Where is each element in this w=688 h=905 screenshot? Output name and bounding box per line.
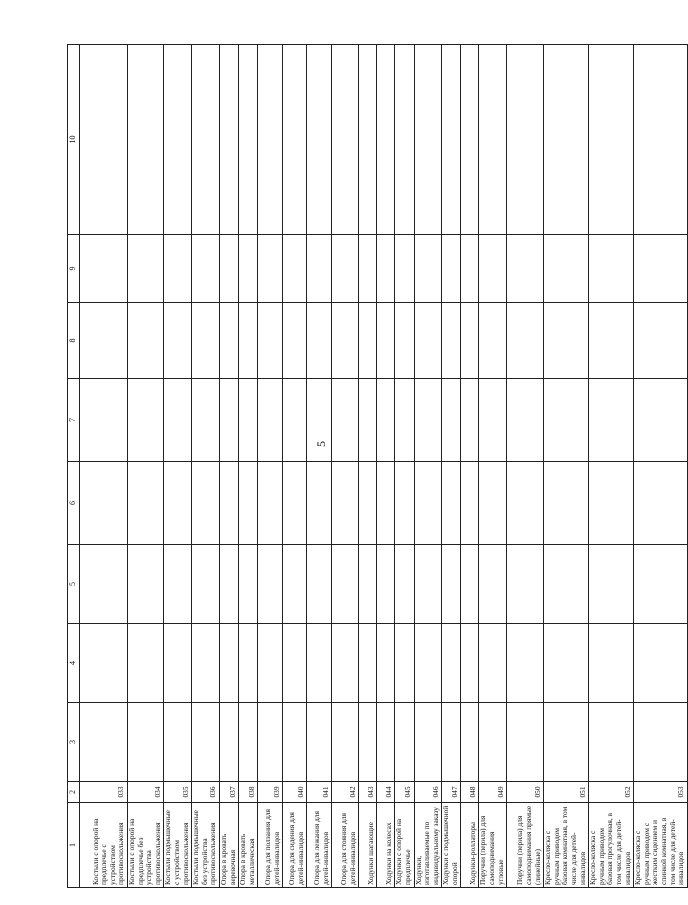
column-header-7: 7: [68, 379, 80, 462]
data-cell: [164, 545, 192, 624]
row-name: Опора для стояния для детей-инвалидов: [332, 803, 359, 888]
data-cell: [332, 545, 359, 624]
row-code: 050: [507, 782, 544, 803]
data-cell: [507, 379, 544, 462]
data-cell: [307, 624, 332, 703]
data-cell: [307, 703, 332, 782]
data-cell: [219, 379, 238, 462]
table-row: [307, 45, 332, 888]
column-header-8: 8: [68, 303, 80, 379]
data-cell: [442, 235, 461, 303]
column-header-10: 10: [68, 45, 80, 235]
row-name: Ходунки, изготавливаемые по индивидуальному заказу: [414, 803, 442, 888]
data-cell: [589, 303, 634, 379]
data-cell: [164, 303, 192, 379]
data-cell: [414, 545, 442, 624]
header-row: [68, 45, 80, 888]
data-cell: [80, 545, 128, 624]
column-header-5: 5: [68, 545, 80, 624]
row-code: 038: [239, 782, 258, 803]
data-cell: [283, 624, 307, 703]
row-name: Опора для сидения для детей-инвалидов: [283, 803, 307, 888]
data-cell: [239, 703, 258, 782]
data-cell: [359, 45, 377, 235]
table-row: [128, 45, 164, 888]
data-cell: [507, 624, 544, 703]
column-header-1: 1: [68, 803, 80, 888]
data-cell: [414, 45, 442, 235]
row-name: Ходунки шагающие: [359, 803, 377, 888]
data-cell: [239, 235, 258, 303]
data-cell: [258, 703, 283, 782]
data-cell: [164, 703, 192, 782]
row-name: Костыли с опорой на предплечье с устройством противоскольжения: [80, 803, 128, 888]
data-cell: [414, 235, 442, 303]
data-cell: [479, 462, 507, 545]
data-cell: [258, 462, 283, 545]
row-name: Ходунки с опорой на предплечье: [395, 803, 414, 888]
data-cell: [479, 545, 507, 624]
data-cell: [634, 624, 688, 703]
table-row: [332, 45, 359, 888]
data-cell: [589, 624, 634, 703]
data-cell: [239, 624, 258, 703]
data-cell: [634, 45, 688, 235]
data-cell: [192, 624, 220, 703]
data-cell: [377, 235, 395, 303]
report-table: [67, 44, 688, 888]
row-name: Поручни (перила) для самоподнимания угловые: [479, 803, 507, 888]
row-name: Костыли с опорой на предплечье без устройства противоскольжения: [128, 803, 164, 888]
data-cell: [332, 462, 359, 545]
table-row: [479, 45, 507, 888]
row-name: Поручни (перила) для самоподнимания прямые (линейные): [507, 803, 544, 888]
table-row: [589, 45, 634, 888]
data-cell: [128, 303, 164, 379]
column-header-4: 4: [68, 624, 80, 703]
data-cell: [283, 379, 307, 462]
data-cell: [219, 45, 238, 235]
row-code: 043: [359, 782, 377, 803]
row-code: 042: [332, 782, 359, 803]
data-cell: [634, 379, 688, 462]
data-cell: [479, 235, 507, 303]
row-name: Опора для лежания для детей-инвалидов: [307, 803, 332, 888]
table-row: [395, 45, 414, 888]
data-cell: [164, 235, 192, 303]
data-cell: [128, 462, 164, 545]
data-cell: [164, 45, 192, 235]
data-cell: [219, 624, 238, 703]
data-cell: [359, 303, 377, 379]
data-cell: [395, 303, 414, 379]
row-name: Кресло-коляска с ручным приводом базовая прогулочная, в том числе для детей-инвалидов: [589, 803, 634, 888]
data-cell: [307, 235, 332, 303]
data-cell: [544, 235, 589, 303]
data-cell: [395, 45, 414, 235]
data-cell: [192, 545, 220, 624]
data-cell: [479, 624, 507, 703]
row-code: 034: [128, 782, 164, 803]
data-cell: [359, 379, 377, 462]
data-cell: [258, 624, 283, 703]
data-cell: [544, 545, 589, 624]
row-name: Костыли подмышечные с устройством противоскольжения: [164, 803, 192, 888]
data-cell: [507, 235, 544, 303]
row-code: 039: [258, 782, 283, 803]
data-cell: [80, 235, 128, 303]
data-cell: [332, 45, 359, 235]
data-cell: [479, 703, 507, 782]
data-cell: [414, 462, 442, 545]
data-cell: [219, 235, 238, 303]
data-cell: [377, 379, 395, 462]
data-cell: [283, 703, 307, 782]
data-cell: [461, 545, 479, 624]
data-cell: [219, 703, 238, 782]
data-cell: [332, 379, 359, 462]
data-cell: [634, 303, 688, 379]
row-code: 041: [307, 782, 332, 803]
data-cell: [544, 379, 589, 462]
data-cell: [377, 462, 395, 545]
table-row: [283, 45, 307, 888]
data-cell: [461, 624, 479, 703]
data-cell: [377, 703, 395, 782]
row-code: 037: [219, 782, 238, 803]
data-cell: [442, 45, 461, 235]
data-cell: [479, 303, 507, 379]
data-cell: [414, 624, 442, 703]
data-cell: [479, 379, 507, 462]
data-cell: [283, 45, 307, 235]
table-row: [219, 45, 238, 888]
data-cell: [80, 703, 128, 782]
data-cell: [589, 45, 634, 235]
row-code: 044: [377, 782, 395, 803]
row-name: Кресло-коляска с ручным приводом с жестким сидением и спинкой комнатная, в том числе для детей-инвалидов: [634, 803, 688, 888]
column-header-9: 9: [68, 235, 80, 303]
data-cell: [128, 624, 164, 703]
row-code: 046: [414, 782, 442, 803]
data-cell: [128, 379, 164, 462]
data-cell: [461, 379, 479, 462]
data-cell: [507, 703, 544, 782]
data-cell: [283, 462, 307, 545]
data-cell: [414, 703, 442, 782]
row-code: 033: [80, 782, 128, 803]
data-cell: [164, 379, 192, 462]
row-code: 053: [634, 782, 688, 803]
row-code: 035: [164, 782, 192, 803]
data-cell: [283, 235, 307, 303]
data-cell: [442, 379, 461, 462]
data-cell: [359, 703, 377, 782]
table-row: [414, 45, 442, 888]
data-cell: [258, 545, 283, 624]
column-header-2: 2: [68, 782, 80, 803]
data-cell: [544, 303, 589, 379]
data-cell: [359, 624, 377, 703]
data-cell: [332, 235, 359, 303]
data-cell: [414, 379, 442, 462]
row-code: 048: [461, 782, 479, 803]
table-row: [442, 45, 461, 888]
data-cell: [395, 235, 414, 303]
data-cell: [80, 45, 128, 235]
data-cell: [258, 45, 283, 235]
data-cell: [219, 462, 238, 545]
row-code: 049: [479, 782, 507, 803]
data-cell: [128, 703, 164, 782]
data-cell: [442, 303, 461, 379]
data-cell: [219, 545, 238, 624]
data-cell: [461, 703, 479, 782]
data-cell: [589, 703, 634, 782]
row-code: 040: [283, 782, 307, 803]
data-cell: [239, 303, 258, 379]
data-cell: [192, 379, 220, 462]
data-cell: [80, 624, 128, 703]
data-cell: [239, 462, 258, 545]
row-code: 045: [395, 782, 414, 803]
data-cell: [442, 624, 461, 703]
data-cell: [395, 624, 414, 703]
data-cell: [395, 379, 414, 462]
data-cell: [544, 624, 589, 703]
data-cell: [283, 303, 307, 379]
data-cell: [192, 235, 220, 303]
rotated-table-container: [67, 45, 686, 888]
data-cell: [307, 462, 332, 545]
data-cell: [128, 45, 164, 235]
data-cell: [479, 45, 507, 235]
table-row: [164, 45, 192, 888]
table-row: [258, 45, 283, 888]
data-cell: [332, 303, 359, 379]
data-cell: [192, 303, 220, 379]
data-cell: [377, 624, 395, 703]
data-cell: [589, 462, 634, 545]
data-cell: [395, 545, 414, 624]
column-header-3: 3: [68, 703, 80, 782]
data-cell: [507, 45, 544, 235]
table-row: [359, 45, 377, 888]
data-cell: [395, 462, 414, 545]
data-cell: [377, 303, 395, 379]
data-cell: [80, 379, 128, 462]
data-cell: [307, 379, 332, 462]
data-cell: [589, 545, 634, 624]
data-cell: [461, 45, 479, 235]
data-cell: [307, 303, 332, 379]
data-cell: [283, 545, 307, 624]
table-row: [192, 45, 220, 888]
table-row: [544, 45, 589, 888]
row-code: 036: [192, 782, 220, 803]
table-row: [80, 45, 128, 888]
data-cell: [239, 545, 258, 624]
data-cell: [239, 379, 258, 462]
data-cell: [634, 545, 688, 624]
data-cell: [128, 545, 164, 624]
data-cell: [507, 303, 544, 379]
data-cell: [544, 45, 589, 235]
data-cell: [192, 45, 220, 235]
row-name: Опора в кровать металлическая: [239, 803, 258, 888]
data-cell: [544, 703, 589, 782]
data-cell: [307, 545, 332, 624]
row-name: Ходунки с подмышечной опорой: [442, 803, 461, 888]
row-code: 052: [589, 782, 634, 803]
data-cell: [377, 45, 395, 235]
data-cell: [192, 703, 220, 782]
row-name: Костыли подмышечные без устройства противоскольжения: [192, 803, 220, 888]
table-row: [461, 45, 479, 888]
data-cell: [80, 303, 128, 379]
data-cell: [507, 462, 544, 545]
data-cell: [258, 303, 283, 379]
data-cell: [544, 462, 589, 545]
data-cell: [461, 303, 479, 379]
page-number: 5: [314, 441, 328, 447]
data-cell: [164, 624, 192, 703]
data-cell: [414, 303, 442, 379]
data-cell: [258, 235, 283, 303]
data-cell: [634, 235, 688, 303]
table-row: [377, 45, 395, 888]
data-cell: [589, 379, 634, 462]
data-cell: [442, 703, 461, 782]
data-cell: [258, 379, 283, 462]
data-cell: [164, 462, 192, 545]
data-cell: [442, 462, 461, 545]
table-row: [507, 45, 544, 888]
data-cell: [359, 462, 377, 545]
data-cell: [359, 545, 377, 624]
table-row: [239, 45, 258, 888]
data-cell: [219, 303, 238, 379]
data-cell: [461, 462, 479, 545]
column-header-6: 6: [68, 462, 80, 545]
data-cell: [359, 235, 377, 303]
data-cell: [589, 235, 634, 303]
data-cell: [239, 45, 258, 235]
data-cell: [442, 545, 461, 624]
data-cell: [634, 462, 688, 545]
row-name: Ходунки на колесах: [377, 803, 395, 888]
data-cell: [634, 703, 688, 782]
row-name: Ходунки-роллаторы: [461, 803, 479, 888]
data-cell: [332, 703, 359, 782]
data-cell: [332, 624, 359, 703]
row-name: Кресло-коляска с ручным приводом базовая комнатная, в том числе для детей-инвалидов: [544, 803, 589, 888]
data-cell: [307, 45, 332, 235]
row-code: 047: [442, 782, 461, 803]
table-row: [634, 45, 688, 888]
data-cell: [192, 462, 220, 545]
row-name: Опора в кровать веревочная: [219, 803, 238, 888]
data-cell: [80, 462, 128, 545]
row-code: 051: [544, 782, 589, 803]
data-cell: [461, 235, 479, 303]
data-cell: [507, 545, 544, 624]
data-cell: [377, 545, 395, 624]
data-cell: [395, 703, 414, 782]
data-cell: [128, 235, 164, 303]
row-name: Опора для ползания для детей-инвалидов: [258, 803, 283, 888]
